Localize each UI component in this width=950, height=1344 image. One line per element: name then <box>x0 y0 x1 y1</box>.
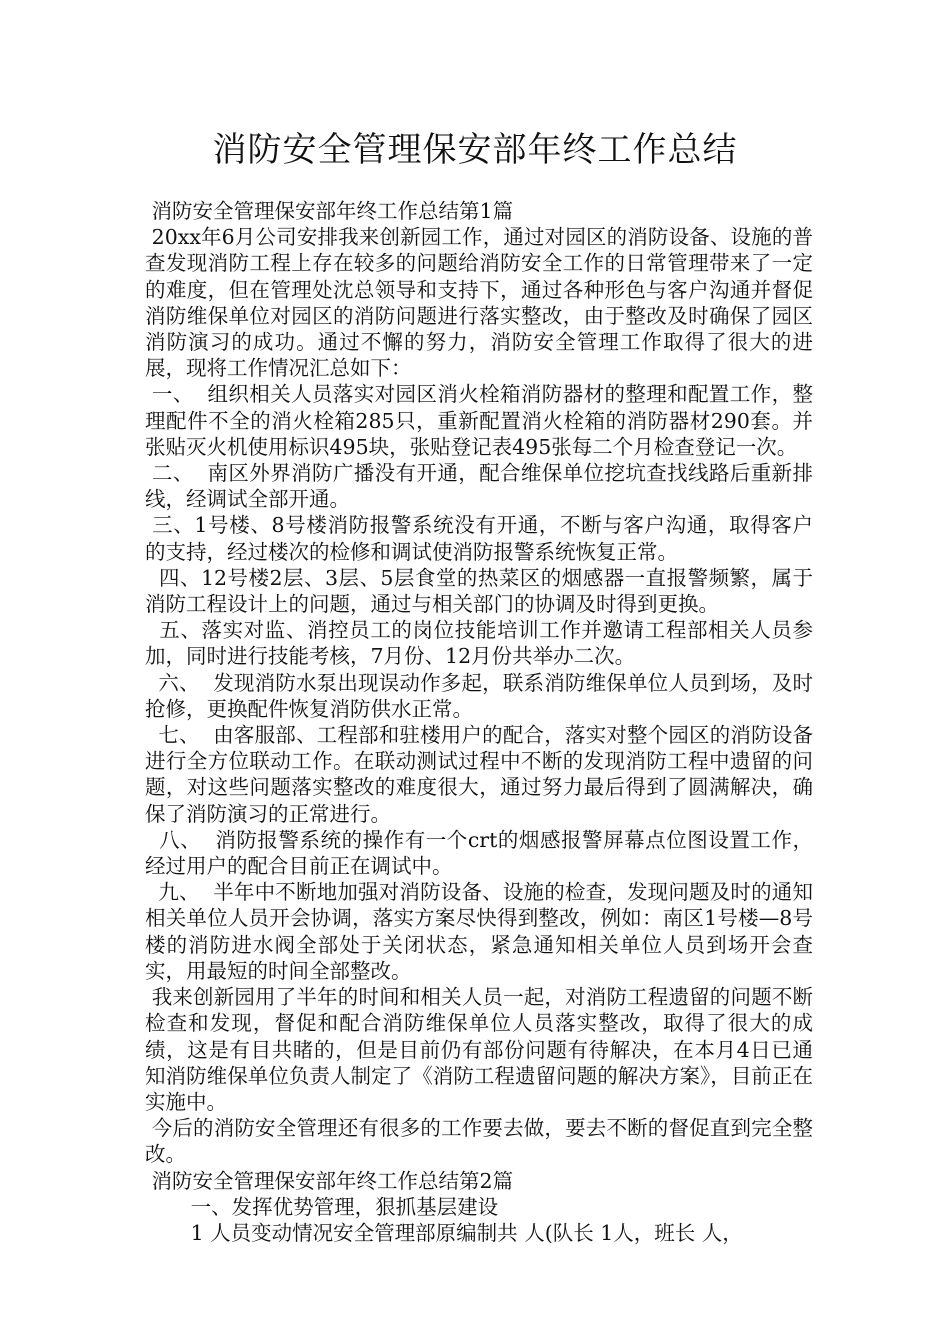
list-item: 一、 组织相关人员落实对园区消火栓箱消防器材的整理和配置工作，整理配件不全的消火栓箱285只，重新配置消火栓箱的消防器材290套。并张贴灭火机使用标识495块，张贴登记表495张每二个月检查登记一次。 <box>145 382 813 459</box>
list-item: 八、 消防报警系统的操作有一个crt的烟感报警屏幕点位图设置工作，经过用户的配合目前正在调试中。 <box>145 827 813 879</box>
subsection-heading: 一、发挥优势管理，狠抓基层建设 <box>145 1194 499 1219</box>
section-heading: 消防安全管理保安部年终工作总结第1篇 <box>145 199 514 223</box>
list-item: 四、12号楼2层、3层、5层食堂的热菜区的烟感器一直报警频繁，属于消防工程设计上的问题，通过与相关部门的协调及时得到更换。 <box>145 565 813 617</box>
document-body <box>145 198 813 1246</box>
body-paragraph: 1 人员变动情况安全管理部原编制共 人(队长 1人，班长 人， <box>145 1220 743 1245</box>
list-item: 二、 南区外界消防广播没有开通，配合维保单位挖坑查找线路后重新排线，经调试全部开通。 <box>145 461 813 512</box>
list-item: 三、1号楼、8号楼消防报警系统没有开通，不断与客户沟通，取得客户的支持，经过楼次的检修和调试使消防报警系统恢复正常。 <box>145 513 813 564</box>
list-item: 九、 半年中不断地加强对消防设备、设施的检查，发现问题及时的通知相关单位人员开会协调，落实方案尽快得到整改，例如：南区1号楼—8号楼的消防进水阀全部处于关闭状态，紧急通知相关单位人员到场开会查实，用最短的时间全部整改。 <box>145 880 813 983</box>
document-title: 消防安全管理保安部年终工作总结 <box>212 130 738 170</box>
section-heading: 消防安全管理保安部年终工作总结第2篇 <box>145 1168 514 1193</box>
body-paragraph: 今后的消防安全管理还有很多的工作要去做，要去不断的督促直到完全整改。 <box>145 1116 813 1167</box>
body-paragraph: 我来创新园用了半年的时间和相关人员一起，对消防工程遗留的问题不断检查和发现，督促和配合消防维保单位人员落实整改，取得了很大的成绩，这是有目共睹的，但是目前仍有部份问题有待解决，在本月4日已通知消防维保单位负责人制定了《消防工程遗留问题的解决方案》，目前正在实施中。 <box>145 985 813 1114</box>
list-item: 五、落实对监、消控员工的岗位技能培训工作并邀请工程部相关人员参加，同时进行技能考核，7月份、12月份共举办二次。 <box>145 618 813 669</box>
body-paragraph: 20xx年6月公司安排我来创新园工作，通过对园区的消防设备、设施的普查发现消防工程上存在较多的问题给消防安全工作的日常管理带来了一定的难度，但在管理处沈总领导和支持下，通过各种形色与客户沟通并督促消防维保单位对园区的消防问题进行落实整改，由于整改及时确保了园区消防演习的成功。通过不懈的努力，消防安全管理工作取得了很大的进展，现将工作情况汇总如下： <box>145 225 813 381</box>
list-item: 六、 发现消防水泵出现误动作多起，联系消防维保单位人员到场，及时抢修，更换配件恢复消防供水正常。 <box>145 670 813 721</box>
list-item: 七、 由客服部、工程部和驻楼用户的配合，落实对整个园区的消防设备进行全方位联动工作。在联动测试过程中不断的发现消防工程中遗留的问题，对这些问题落实整改的难度很大，通过努力最后得到了圆满解决，确保了消防演习的正常进行。 <box>145 723 813 826</box>
